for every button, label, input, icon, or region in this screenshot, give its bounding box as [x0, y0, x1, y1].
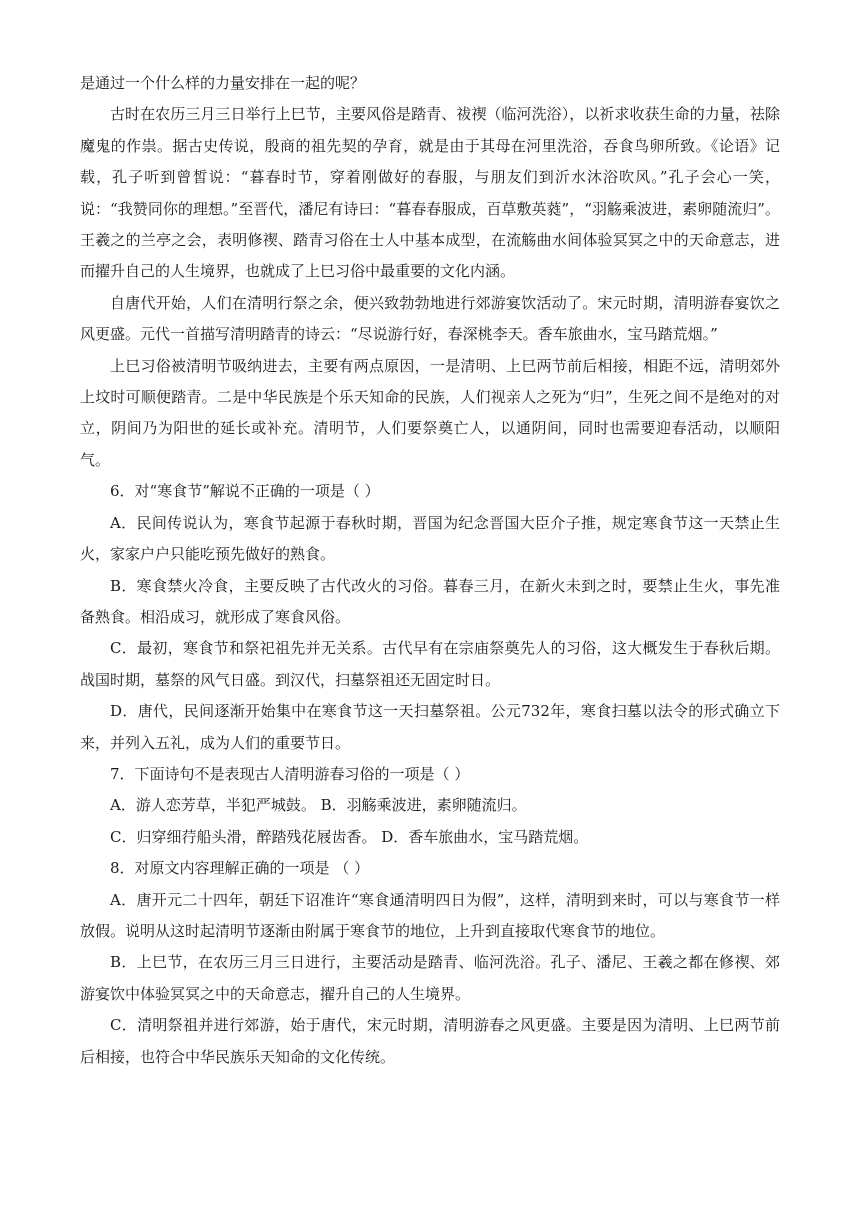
- question-8-option-a: A．唐开元二十四年，朝廷下诏准许“寒食通清明四日为假”，这样，清明到来时，可以与寒食节一样放假。说明从这时起清明节逐渐由附属于寒食节的地位，上升到直接取代寒食节的地位。: [80, 890, 780, 940]
- question-6-option-a: A．民间传说认为，寒食节起源于春秋时期，晋国为纪念晋国大臣介子推，规定寒食节这一天禁止生火，家家户户只能吃预先做好的熟食。: [80, 513, 780, 564]
- paragraph-custom-absorbed: 上巳习俗被清明节吸纳进去，主要有两点原因，一是清明、上巳两节前后相接，相距不远，清明郊外上坟时可顺便踏青。二是中华民族是个乐天知命的民族，人们视亲人之死为“归”，生死之间不是绝对的对立，阴间乃为阳世的延长或补充。清明节，人们要祭奠亡人，以通阴间，同时也需要迎春活动，以顺阳气。: [80, 356, 780, 469]
- question-7-options-cd: C．归穿细荇船头滑，醉踏残花屐齿香。 D．香车旅曲水，宝马踏荒烟。: [110, 827, 589, 846]
- question-6-option-d: D．唐代，民间逐渐开始集中在寒食节这一天扫墓祭祖。公元732年，寒食扫墓以法令的形式确立下来，并列入五礼，成为人们的重要节日。: [80, 702, 780, 752]
- question-8: 8．对原文内容理解正确的一项是 （ ）: [110, 859, 370, 878]
- document-page: [80, 68, 780, 1073]
- question-6-option-c: C．最初，寒食节和祭祀祖先并无关系。古代早有在宗庙祭奠先人的习俗，这大概发生于春秋后期。战国时期，墓祭的风气日盛。到汉代，扫墓祭祖还无固定时日。: [80, 639, 780, 689]
- question-6: 6．对“寒食节”解说不正确的一项是（ ）: [110, 482, 380, 501]
- paragraph-shangsi-festival: 古时在农历三月三日举行上巳节，主要风俗是踏青、祓禊（临河洗浴），以祈求收获生命的力量，祛除魔鬼的作祟。据古史传说，殷商的祖先契的孕育，就是由于其母在河里洗浴，吞食鸟卵所致。《论语》记载，孔子听到曾皙说：“暮春时节，穿着刚做好的春服，与朋友们到沂水沐浴吹风。”孔子会心一笑，说：“我赞同你的理想。”至晋代，潘尼有诗曰：“暮春春服成，百草敷英蕤”，“羽觞乘波进，素卵随流归”。王羲之的兰亭之会，表明修禊、踏青习俗在士人中基本成型，在流觞曲水间体验冥冥之中的天命意志，进而擢升自己的人生境界，也就成了上巳习俗中最重要的文化内涵。: [80, 105, 780, 281]
- question-7-options-ab: A．游人恋芳草，半犯严城鼓。 B．羽觞乘波进，素卵随流归。: [110, 796, 527, 815]
- question-7: 7．下面诗句不是表现古人清明游春习俗的一项是（ ）: [110, 764, 470, 783]
- question-8-option-b: B．上巳节，在农历三月三日进行，主要活动是踏青、临河洗浴。孔子、潘尼、王羲之都在修禊、郊游宴饮中体验冥冥之中的天命意志，擢升自己的人生境界。: [80, 953, 780, 1003]
- question-6-option-b: B．寒食禁火冷食，主要反映了古代改火的习俗。暮春三月，在新火未到之时，要禁止生火，事先准备熟食。相沿成习，就形成了寒食风俗。: [80, 576, 780, 626]
- question-8-option-c: C．清明祭祖并进行郊游，始于唐代，宋元时期，清明游春之风更盛。主要是因为清明、上巳两节前后相接，也符合中华民族乐天知命的文化传统。: [80, 1016, 780, 1066]
- paragraph-tang-outing: 自唐代开始，人们在清明行祭之余，便兴致勃勃地进行郊游宴饮活动了。宋元时期，清明游春宴饮之风更盛。元代一首描写清明踏青的诗云：“尽说游行好，春深桃李天。香车旅曲水，宝马踏荒烟。”: [80, 293, 780, 344]
- paragraph-continuation: 是通过一个什么样的力量安排在一起的呢？: [80, 74, 366, 92]
